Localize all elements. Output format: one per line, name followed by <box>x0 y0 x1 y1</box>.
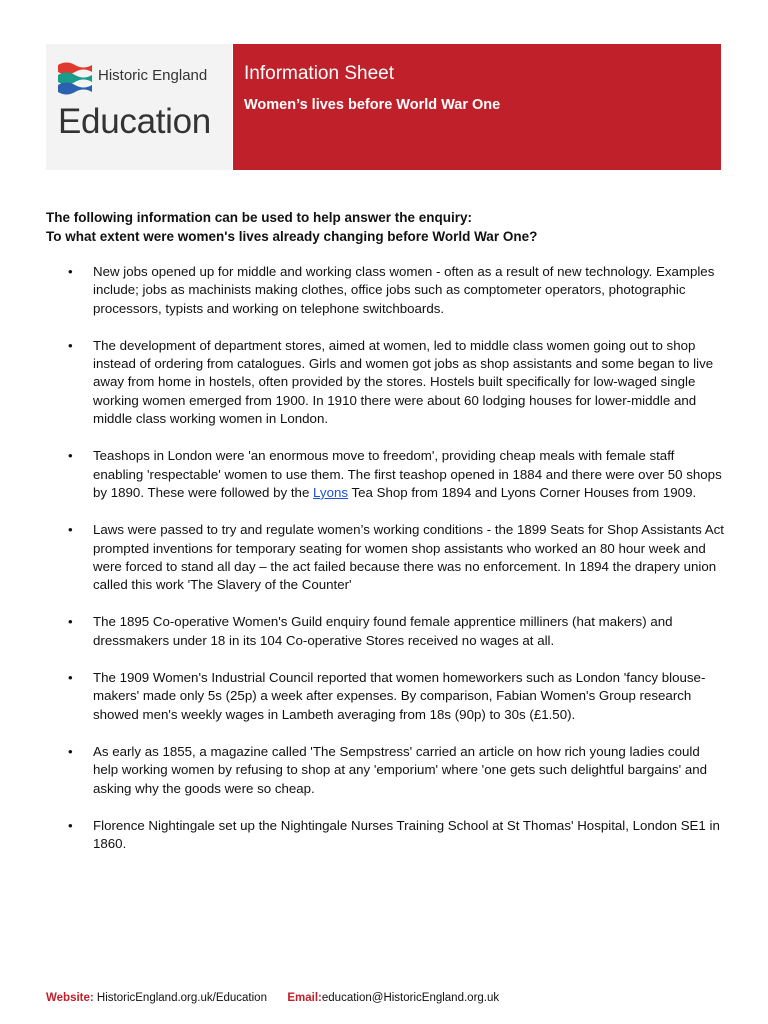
bullet-list <box>66 263 728 853</box>
bullet-icon: • <box>68 264 73 279</box>
list-item-text: Florence Nightingale set up the Nightingale Nurses Training School at St Thomas' Hospital, London SE1 in 1860. <box>93 817 720 852</box>
bullet-icon: • <box>68 670 73 686</box>
email-link[interactable]: education@HistoricEngland.org.uk <box>321 992 500 1004</box>
list-item <box>66 521 728 594</box>
bullet-icon: • <box>68 743 73 759</box>
list-item-text: Laws were passed to try and regulate women’s working conditions - the 1899 Seats for Shop Assistants Act prompted inventions for temporary seating for women shop assistants who worked an 80 hour week and were forced to stand all day – the act failed because there was no enforcement. In 1894 the drapery union called this work 'The Slavery of the Counter' <box>93 522 724 593</box>
list-item-text: New jobs opened up for middle and working class women - often as a result of new technology. Examples include; jobs as machinists making clothes, office jobs such as comptometer operators, photographic processors, typists and working on telephone switchboards. <box>93 264 715 316</box>
list-item-text: Tea Shop from 1894 and Lyons Corner Houses from 1909. <box>348 484 697 500</box>
list-item-text: The 1895 Co-operative Women's Guild enquiry found female apprentice milliners (hat makers) and dressmakers under 18 in its 104 Co-operative Stores received no wages at all. <box>93 614 673 648</box>
email-label: Email: <box>287 992 322 1004</box>
list-item <box>66 613 728 650</box>
brand-name: Historic England <box>98 67 208 84</box>
intro-line-1: The following information can be used to help answer the enquiry: <box>46 210 473 225</box>
list-item <box>66 263 728 318</box>
list-item <box>66 743 728 798</box>
list-item <box>66 669 728 724</box>
bullet-icon: • <box>68 448 73 464</box>
list-item-text: Teashops in London were 'an enormous move to freedom', providing cheap meals with female staff enabling 'respectable' women to use them. The first teashop opened in 1884 and there were over 50 shops by 1890. These were followed by the <box>93 448 722 500</box>
list-item <box>66 337 728 428</box>
website-label: Website: <box>46 992 94 1004</box>
footer <box>46 992 499 1004</box>
list-item-text: As early as 1855, a magazine called 'The Sempstress' carried an article on how rich young ladies could help working women by refusing to shop at any 'emporium' where 'one gets such delightful bargains' and asking why the goods were so cheap. <box>93 743 708 796</box>
list-item <box>66 817 728 854</box>
lyons-link[interactable]: Lyons <box>313 484 349 500</box>
intro-text <box>46 208 726 246</box>
sheet-title: Women’s lives before World War One <box>244 97 501 113</box>
header-logo-panel <box>46 44 232 170</box>
list-item-text: The 1909 Women's Industrial Council reported that women homeworkers such as London 'fancy blouse-makers' made only 5s (25p) a week after expenses. By comparison, Fabian Women's Group research showed men's weekly wages in Lambeth averaging from 18s (90p) to 30s (£1.50). <box>93 670 706 722</box>
sheet-label: Information Sheet <box>244 63 394 84</box>
bullet-icon: • <box>68 817 73 833</box>
historic-england-logo-icon <box>58 60 92 96</box>
intro-line-2: To what extent were women's lives already changing before World War One? <box>46 229 538 244</box>
education-wordmark: Education <box>58 102 211 141</box>
list-item-text: The development of department stores, aimed at women, led to middle class women going out to shop instead of ordering from catalogues. Girls and women got jobs as shop assistants and some began to live away from home in hostels, often provided by the stores. Hostels built specifically for low-waged single working women emerged from 1900. In 1910 there were about 60 lodging houses for lower-middle and middle class working women in London. <box>93 337 714 427</box>
website-link[interactable]: HistoricEngland.org.uk/Education <box>96 992 267 1004</box>
list-item <box>66 447 728 502</box>
bullet-icon: • <box>68 614 73 630</box>
bullet-icon: • <box>68 522 73 538</box>
header-title-panel <box>233 44 721 170</box>
bullet-icon: • <box>68 337 73 353</box>
